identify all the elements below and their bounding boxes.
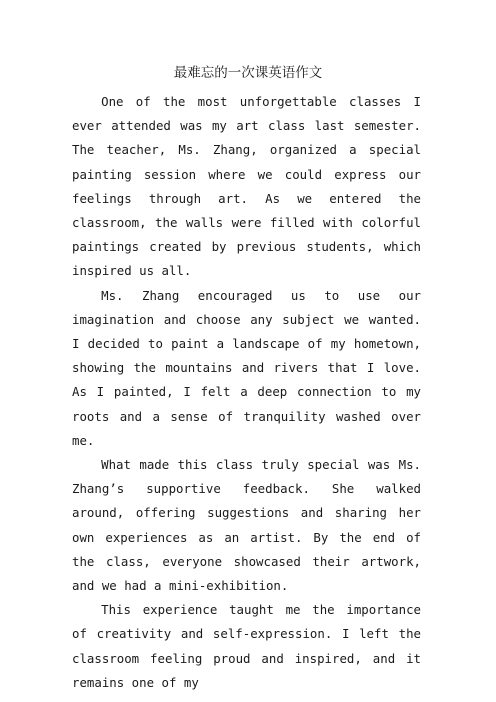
paragraph-3: What made this class truly special was Ms. Zhang’s supportive feedback. She walked around, offering suggestions and sharing her own experiences as an artist. By the end of the class, everyone showcased their artwork, and we had a mini-exhibition. [72, 457, 421, 594]
paragraph-2: Ms. Zhang encouraged us to use our imagination and choose any subject we wanted. I decided to paint a landscape of my hometown, showing the mountains and rivers that I love. As I painted, I felt a deep connection to my roots and a sense of tranquility washed over me. [72, 287, 421, 448]
document-title: 最难忘的一次课英语作文 [173, 65, 323, 81]
paragraph-1: One of the most unforgettable classes I ever attended was my art class last semester. The teacher, Ms. Zhang, organized a special painting session where we could express our feelings through art. As we entered the classroom, the walls were filled with colorful paintings created by previous students, which inspired us all. [72, 94, 421, 279]
paragraph-4: This experience taught me the importance of creativity and self-expression. I left the classroom feeling proud and inspired, and it remains one of my [72, 602, 421, 690]
document-body [72, 90, 421, 695]
